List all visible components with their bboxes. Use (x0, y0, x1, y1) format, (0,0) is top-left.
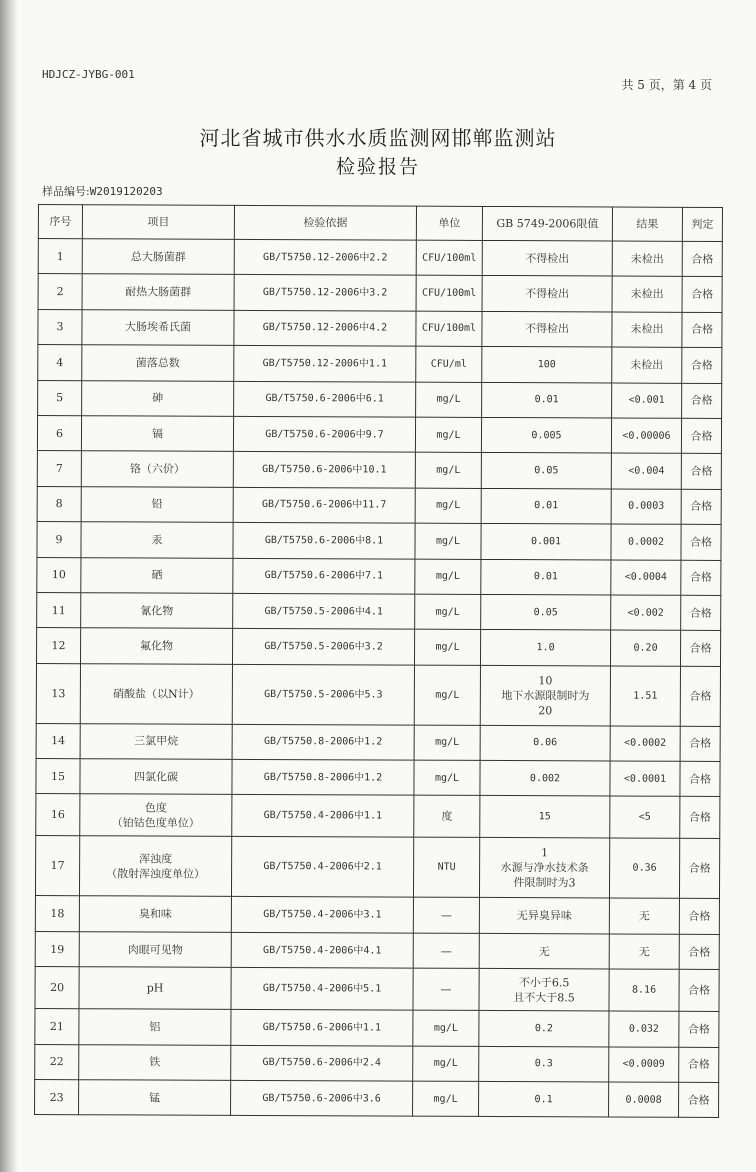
cell-result: 0.20 (610, 630, 680, 666)
cell-unit: mg/L (414, 665, 480, 725)
cell-verdict: 合格 (680, 761, 720, 797)
cell-limit (480, 665, 610, 726)
cell-result: 未检出 (612, 312, 682, 348)
cell-verdict: 合格 (681, 560, 721, 596)
report-title: 河北省城市供水水质监测网邯郸监测站 (199, 126, 557, 150)
limit-line: 水源与净水技术条 (500, 861, 589, 875)
cell-unit: mg/L (414, 760, 480, 796)
limit-line: 不小于6.5 (518, 975, 570, 990)
cell-no: 10 (37, 557, 81, 593)
cell-verdict: 合格 (679, 1012, 719, 1048)
table-row (35, 1080, 719, 1118)
cell-limit: 100 (482, 347, 612, 383)
table-row (37, 557, 721, 595)
table-row (35, 967, 719, 1012)
table-row (35, 931, 719, 969)
cell-unit: mg/L (413, 1046, 479, 1082)
cell-unit: CFU/100ml (416, 276, 482, 312)
cell-result: 未检出 (612, 241, 682, 277)
limit-line: 且不大于8.5 (513, 990, 575, 1005)
cell-result: <0.0001 (610, 761, 680, 797)
cell-result: 0.0008 (609, 1082, 679, 1118)
cell-verdict: 合格 (682, 347, 722, 383)
cell-item: 砷 (82, 380, 234, 416)
cell-verdict: 合格 (681, 454, 721, 490)
cell-unit: mg/L (415, 523, 481, 559)
table-row (36, 628, 720, 666)
cell-item: 铝 (79, 1009, 231, 1045)
table-row (35, 1009, 719, 1047)
cell-unit: NTU (413, 838, 479, 898)
item-line: 色度 (144, 801, 167, 815)
item-line: 浑浊度 (139, 852, 173, 866)
cell-no: 9 (37, 522, 81, 558)
cell-no: 5 (38, 380, 82, 416)
cell-result: 未检出 (612, 276, 682, 312)
cell-limit: 0.002 (480, 761, 610, 797)
cell-no: 22 (35, 1044, 79, 1080)
cell-result: <0.0004 (611, 560, 681, 596)
cell-verdict: 合格 (679, 899, 719, 935)
cell-result: 0.36 (609, 838, 679, 898)
cell-limit: 0.05 (481, 594, 611, 630)
cell-unit: mg/L (415, 417, 481, 453)
cell-unit: mg/L (414, 629, 480, 665)
table-row (38, 274, 722, 312)
cell-basis: GB/T5750.6-2006中6.1 (234, 381, 416, 417)
table-row (36, 794, 720, 839)
header-limit: GB 5749-2006限值 (482, 206, 612, 241)
cell-result: 0.0003 (611, 489, 681, 525)
cell-limit: 0.05 (481, 453, 611, 489)
cell-basis: GB/T5750.4-2006中2.1 (231, 837, 413, 898)
table-row (38, 380, 722, 418)
cell-result: 未检出 (612, 347, 682, 383)
cell-item: 硒 (81, 557, 233, 593)
cell-no: 2 (38, 274, 82, 310)
cell-no: 15 (36, 759, 80, 795)
cell-verdict: 合格 (679, 839, 719, 899)
cell-item: 铁 (79, 1044, 231, 1080)
cell-verdict: 合格 (679, 1047, 719, 1083)
header-item: 项目 (82, 205, 234, 240)
cell-basis: GB/T5750.6-2006中3.6 (231, 1080, 413, 1116)
cell-verdict: 合格 (679, 1082, 719, 1118)
cell-basis: GB/T5750.6-2006中8.1 (233, 522, 415, 558)
cell-basis: GB/T5750.8-2006中1.2 (232, 759, 414, 795)
cell-no: 18 (35, 896, 79, 932)
cell-unit: mg/L (415, 594, 481, 630)
cell-result: 8.16 (609, 969, 679, 1011)
cell-verdict: 合格 (682, 312, 722, 348)
cell-verdict: 合格 (682, 383, 722, 419)
cell-item: 铅 (81, 486, 233, 522)
header-no: 序号 (38, 205, 82, 239)
cell-verdict: 合格 (680, 631, 720, 667)
table-row (35, 1044, 719, 1082)
cell-verdict: 合格 (679, 970, 719, 1012)
cell-verdict: 合格 (681, 595, 721, 631)
header-basis: 检验依据 (234, 205, 416, 240)
limit-line: 20 (538, 703, 553, 717)
cell-unit: 度 (414, 796, 480, 838)
page-count: 共 5 页，第 4 页 (621, 78, 712, 92)
cell-result: <0.001 (612, 383, 682, 419)
sample-number-label: 样品编号: (42, 185, 90, 198)
cell-item: 耐热大肠菌群 (82, 274, 234, 310)
cell-item: 三氯甲烷 (80, 723, 232, 759)
cell-basis: GB/T5750.6-2006中2.4 (231, 1045, 413, 1081)
cell-unit: — (413, 898, 479, 934)
cell-limit: 0.1 (479, 1081, 609, 1117)
cell-no: 12 (36, 628, 80, 664)
cell-limit: 0.01 (481, 559, 611, 595)
table-row (36, 723, 720, 761)
cell-verdict: 合格 (681, 524, 721, 560)
cell-unit: CFU/100ml (416, 240, 482, 276)
cell-limit: 不得检出 (482, 311, 612, 347)
cell-limit: 0.001 (481, 524, 611, 560)
cell-unit: mg/L (415, 452, 481, 488)
report-subtitle: 检验报告 (335, 156, 420, 178)
cell-basis: GB/T5750.4-2006中5.1 (231, 968, 413, 1011)
table-row (36, 663, 720, 726)
cell-no: 1 (38, 239, 82, 275)
cell-basis: GB/T5750.6-2006中10.1 (233, 452, 415, 488)
cell-limit: 无异臭异味 (479, 898, 609, 934)
cell-item (79, 836, 231, 897)
table-row (37, 592, 721, 630)
sample-number-value: W2019120203 (89, 185, 163, 198)
sample-number (42, 183, 163, 199)
cell-result: 无 (609, 898, 679, 934)
cell-no: 17 (35, 836, 79, 896)
cell-basis: GB/T5750.8-2006中1.2 (232, 724, 414, 760)
cell-no: 6 (37, 415, 81, 451)
cell-verdict: 合格 (682, 277, 722, 313)
table-row (35, 836, 719, 899)
cell-basis: GB/T5750.6-2006中11.7 (233, 487, 415, 523)
cell-item: 镉 (81, 416, 233, 452)
cell-basis: GB/T5750.5-2006中5.3 (232, 664, 414, 725)
cell-limit: 15 (480, 796, 610, 839)
limit-line: 地下水源限制时为 (501, 688, 590, 703)
cell-limit: 0.01 (482, 382, 612, 418)
cell-no: 20 (35, 967, 79, 1009)
cell-item: 肉眼可见物 (79, 932, 231, 968)
cell-limit: 0.005 (481, 417, 611, 453)
table-row (38, 309, 722, 347)
cell-verdict: 合格 (680, 797, 720, 839)
cell-item: 锰 (79, 1080, 231, 1116)
cell-result: 0.032 (609, 1011, 679, 1047)
cell-no: 4 (38, 345, 82, 381)
cell-basis: GB/T5750.4-2006中4.1 (231, 932, 413, 968)
cell-verdict: 合格 (679, 934, 719, 970)
cell-result: <0.0009 (609, 1047, 679, 1083)
cell-limit (479, 969, 609, 1012)
cell-no: 3 (38, 309, 82, 345)
limit-line: 10 (538, 673, 553, 687)
header-result: 结果 (612, 207, 682, 241)
cell-result: <0.004 (611, 453, 681, 489)
table-row (35, 896, 719, 934)
cell-item: 铬（六价） (81, 451, 233, 487)
cell-no: 23 (35, 1080, 79, 1116)
item-line: （铂钴色度单位） (111, 816, 200, 830)
cell-basis: GB/T5750.12-2006中1.1 (234, 346, 416, 382)
cell-limit: 0.2 (479, 1011, 609, 1047)
cell-basis: GB/T5750.5-2006中4.1 (233, 593, 415, 629)
cell-no: 21 (35, 1009, 79, 1045)
cell-no: 7 (37, 451, 81, 487)
cell-result: <0.0002 (610, 726, 680, 762)
cell-basis: GB/T5750.6-2006中9.7 (233, 416, 415, 452)
cell-verdict: 合格 (680, 726, 720, 762)
cell-verdict: 合格 (682, 241, 722, 277)
limit-line: 件限制时为3 (513, 876, 576, 890)
cell-limit: 不得检出 (482, 276, 612, 312)
table-header-row (38, 205, 722, 242)
table-row (38, 239, 722, 277)
table-row (36, 759, 720, 797)
cell-no: 8 (37, 486, 81, 522)
cell-result: <0.002 (611, 595, 681, 631)
cell-limit: 0.06 (480, 725, 610, 761)
cell-item (80, 794, 232, 837)
cell-item: pH (79, 967, 231, 1010)
cell-verdict: 合格 (681, 418, 721, 454)
cell-result: 0.0002 (611, 524, 681, 560)
cell-result: <0.00006 (611, 418, 681, 454)
cell-basis: GB/T5750.5-2006中3.2 (232, 629, 414, 665)
cell-unit: mg/L (413, 1010, 479, 1046)
cell-no: 13 (36, 663, 80, 723)
item-line: （散射浑浊度单位） (106, 867, 206, 881)
cell-verdict: 合格 (680, 666, 720, 726)
table-row (37, 522, 721, 560)
cell-item: 汞 (81, 522, 233, 558)
cell-limit (479, 838, 609, 899)
cell-no: 16 (36, 794, 80, 836)
results-table (34, 204, 723, 1118)
cell-limit: 1.0 (480, 630, 610, 666)
cell-no: 14 (36, 723, 80, 759)
table-row (37, 415, 721, 453)
cell-no: 11 (37, 592, 81, 628)
cell-limit: 0.01 (481, 488, 611, 524)
cell-unit: CFU/100ml (416, 311, 482, 347)
cell-basis: GB/T5750.12-2006中2.2 (234, 239, 416, 275)
cell-unit: mg/L (414, 725, 480, 761)
cell-item: 氰化物 (81, 593, 233, 629)
cell-basis: GB/T5750.12-2006中4.2 (234, 310, 416, 346)
cell-item: 氟化物 (80, 628, 232, 664)
cell-unit: mg/L (415, 488, 481, 524)
cell-result: 无 (609, 934, 679, 970)
cell-verdict: 合格 (681, 489, 721, 525)
cell-item: 菌落总数 (82, 345, 234, 381)
cell-unit: — (413, 933, 479, 969)
table-row (37, 486, 721, 524)
cell-result: <5 (610, 796, 680, 838)
cell-item: 大肠埃希氏菌 (82, 309, 234, 345)
cell-basis: GB/T5750.12-2006中3.2 (234, 275, 416, 311)
cell-unit: CFU/ml (416, 346, 482, 382)
cell-limit: 0.3 (479, 1046, 609, 1082)
cell-item: 臭和味 (79, 896, 231, 932)
cell-basis: GB/T5750.6-2006中1.1 (231, 1010, 413, 1046)
cell-item: 四氯化碳 (80, 759, 232, 795)
cell-basis: GB/T5750.4-2006中3.1 (231, 897, 413, 933)
cell-unit: — (413, 968, 479, 1010)
limit-line: 1 (541, 846, 549, 860)
cell-item: 硝酸盐（以N计） (80, 663, 232, 724)
cell-unit: mg/L (415, 559, 481, 595)
cell-unit: mg/L (416, 382, 482, 418)
cell-basis: GB/T5750.6-2006中7.1 (233, 558, 415, 594)
cell-basis: GB/T5750.4-2006中1.1 (232, 795, 414, 838)
cell-result: 1.51 (610, 666, 680, 726)
cell-unit: mg/L (413, 1081, 479, 1117)
cell-limit: 无 (479, 933, 609, 969)
table-row (38, 345, 722, 383)
document-code: HDJCZ-JYBG-001 (42, 68, 135, 81)
cell-item: 总大肠菌群 (82, 239, 234, 275)
table-row (37, 451, 721, 489)
header-unit: 单位 (416, 206, 482, 240)
cell-limit: 不得检出 (482, 240, 612, 276)
cell-no: 19 (35, 931, 79, 967)
header-verdict: 判定 (682, 207, 722, 241)
